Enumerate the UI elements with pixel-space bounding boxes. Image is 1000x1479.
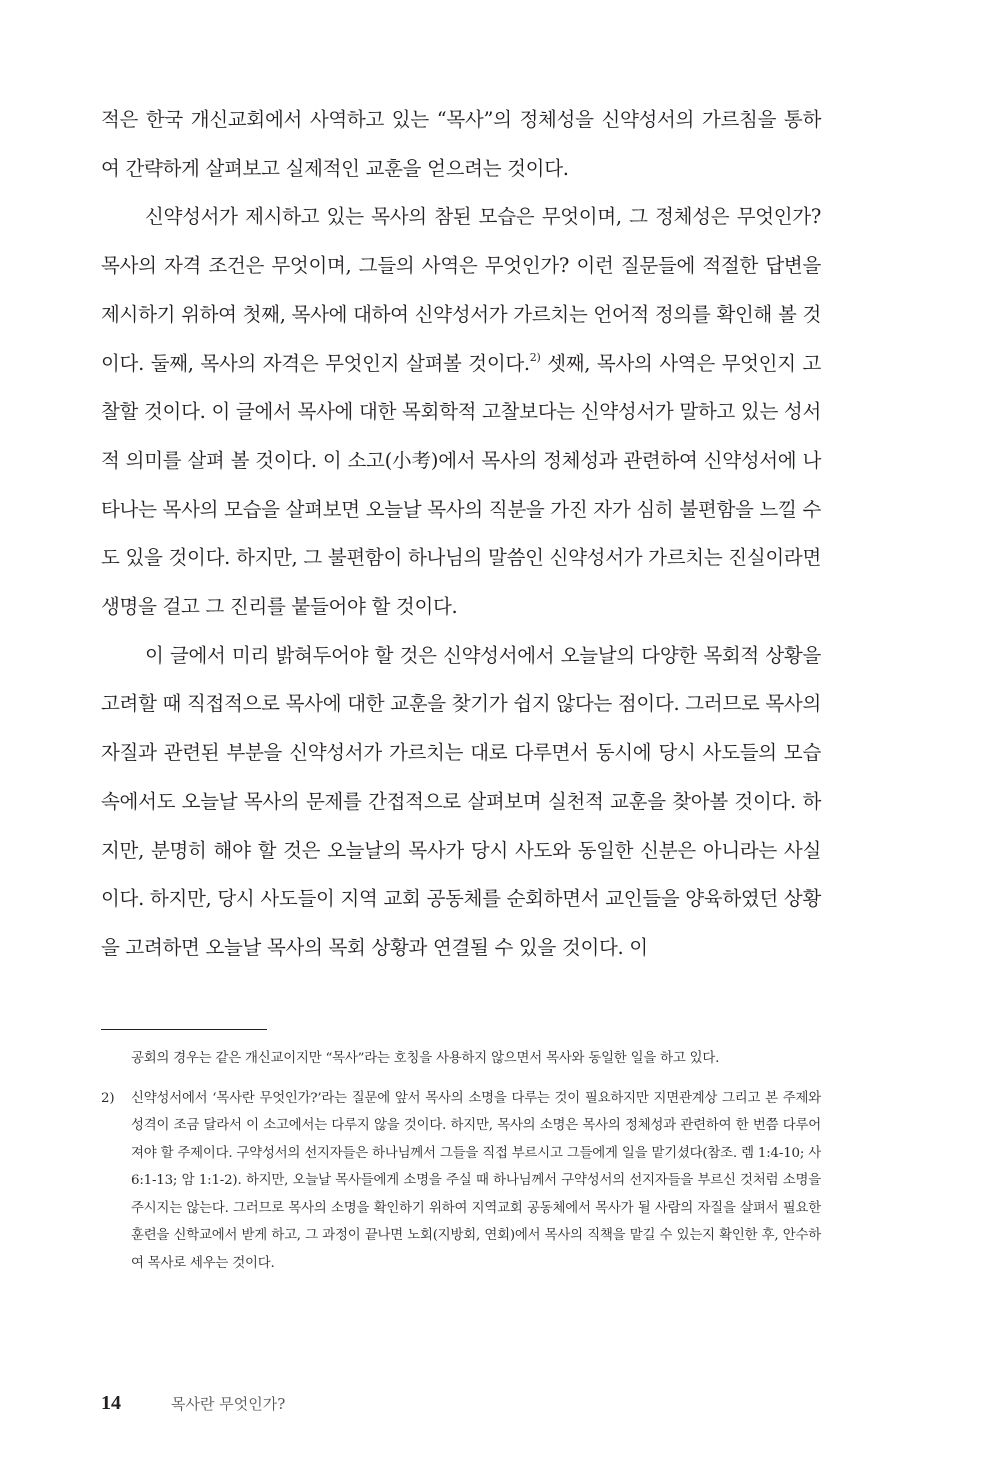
running-title: 목사란 무엇인가? bbox=[171, 1395, 286, 1413]
footnotes-section bbox=[101, 1045, 821, 1277]
page-footer bbox=[101, 1392, 285, 1418]
footnote-2 bbox=[101, 1085, 821, 1278]
page-number: 14 bbox=[101, 1392, 121, 1414]
paragraph-2-part-b: 셋째, 목사의 사역은 무엇인지 고찰할 것이다. 이 글에서 목사에 대한 목회학적 고찰보다는 신약성서가 말하고 있는 성서적 의미를 살펴 볼 것이다. 이 소고(小考)에서 목사의 정체성과 관련하여 신약성서에 나타나는 목사의 모습을 살펴보면 오늘날 목사의 직분을 가진 자가 심히 불편함을 느낄 수도 있을 것이다. 하지만, 그 불편함이 하나님의 말씀인 신약성서가 가르치는 진실이라면 생명을 걸고 그 진리를 붙들어야 할 것이다. bbox=[101, 351, 822, 619]
paragraph-2-part-a: 신약성서가 제시하고 있는 목사의 참된 모습은 무엇이며, 그 정체성은 무엇인가? 목사의 자격 조건은 무엇이며, 그들의 사역은 무엇인가? 이런 질문들에 적절한 답변을 제시하기 위하여 첫째, 목사에 대하여 신약성서가 가르치는 언어적 정의를 확인해 볼 것이다. 둘째, 목사의 자격은 무엇인지 살펴볼 것이다. bbox=[101, 205, 821, 375]
main-body-text bbox=[101, 96, 821, 973]
paragraph-3: 이 글에서 미리 밝혀두어야 할 것은 신약성서에서 오늘날의 다양한 목회적 상황을 고려할 때 직접적으로 목사에 대한 교훈을 찾기가 쉽지 않다는 점이다. 그러므로 목사의 자질과 관련된 부분을 신약성서가 가르치는 대로 다루면서 동시에 당시 사도들의 모습 속에서도 오늘날 목사의 문제를 간접적으로 살펴보며 실천적 교훈을 찾아볼 것이다. 하지만, 분명히 해야 할 것은 오늘날의 목사가 당시 사도와 동일한 신분은 아니라는 사실이다. 하지만, 당시 사도들이 지역 교회 공동체를 순회하면서 교인들을 양육하였던 상황을 고려하면 오늘날 목사의 목회 상황과 연결될 수 있을 것이다. 이 bbox=[101, 643, 821, 959]
footnote-continued bbox=[101, 1045, 821, 1073]
footnote-ref-2[interactable]: 2) bbox=[529, 350, 541, 364]
footnote-divider bbox=[101, 1029, 267, 1030]
footnote-continued-text: 공회의 경우는 같은 개신교이지만 “목사”라는 호칭을 사용하지 않으면서 목사와 동일한 일을 하고 있다. bbox=[131, 1051, 720, 1066]
footnote-2-number: 2) bbox=[101, 1090, 115, 1106]
footnote-2-text: 신약성서에서 ‘목사란 무엇인가?’라는 질문에 앞서 목사의 소명을 다루는 것이 필요하지만 지면관계상 그리고 본 주제와 성격이 조금 달라서 이 소고에서는 다루지 않을 것이다. 하지만, 목사의 소명은 목사의 정체성과 관련하여 한 번쯤 다루어져야 할 주제이다. 구약성서의 선지자들은 하나님께서 그들을 직접 부르시고 그들에게 일을 맡기셨다(참조. 렘 1:4-10; 사 6:1-13; 암 1:1-2). 하지만, 오늘날 목사들에게 소명을 주실 때 하나님께서 구약성서의 선지자들을 부르신 것처럼 소명을 주시지는 않는다. 그러므로 목사의 소명을 확인하기 위하여 지역교회 공동체에서 목사가 될 사람의 자질을 살펴서 필요한 훈련을 신학교에서 받게 하고, 그 과정이 끝나면 노회(지방회, 연회)에서 목사의 직책을 맡길 수 있는지 확인한 후, 안수하여 목사로 세우는 것이다. bbox=[131, 1090, 821, 1271]
paragraph-1: 적은 한국 개신교회에서 사역하고 있는 “목사”의 정체성을 신약성서의 가르침을 통하여 간략하게 살펴보고 실제적인 교훈을 얻으려는 것이다. bbox=[101, 108, 821, 180]
paragraph-2 bbox=[101, 193, 821, 631]
